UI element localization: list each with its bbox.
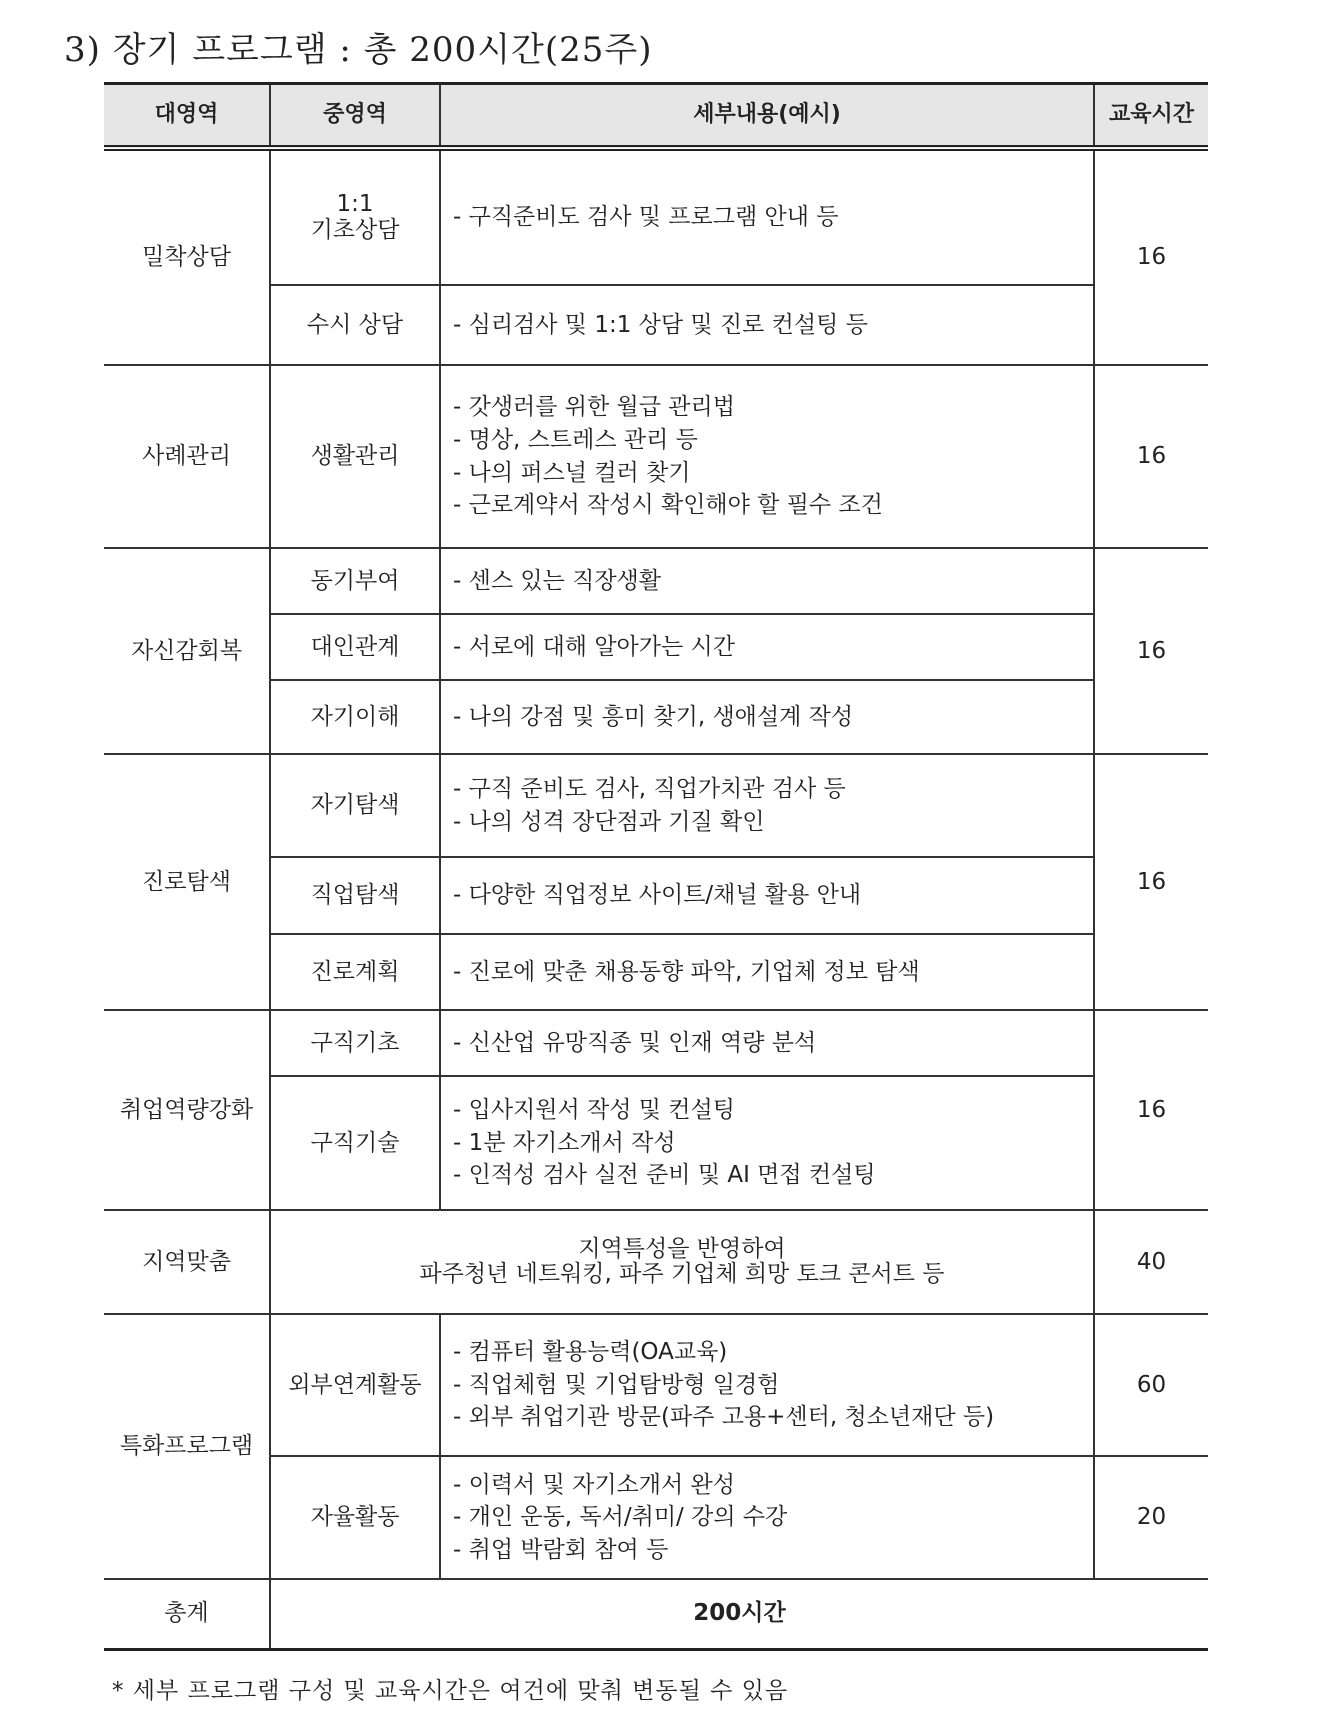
- header-detail: 세부내용(예시): [440, 84, 1094, 149]
- middle-cell: 대인관계: [270, 614, 440, 680]
- header-major: 대영역: [104, 84, 270, 149]
- table-row: [104, 548, 1208, 614]
- section-title: 3) 장기 프로그램 : 총 200시간(25주): [64, 30, 653, 70]
- middle-cell: 진로계획: [270, 934, 440, 1010]
- table-row: [104, 614, 1208, 680]
- hours-cell: 16: [1094, 1010, 1208, 1210]
- detail-cell: - 컴퓨터 활용능력(OA교육) - 직업체험 및 기업탐방형 일경험 - 외부 취업기관 방문(파주 고용+센터, 청소년재단 등): [440, 1314, 1094, 1456]
- total-row: [104, 1579, 1208, 1649]
- detail-cell: - 구직준비도 검사 및 프로그램 안내 등: [440, 148, 1094, 285]
- detail-cell: 지역특성을 반영하여 파주청년 네트워킹, 파주 기업체 희망 토크 콘서트 등: [270, 1210, 1094, 1314]
- detail-cell: - 진로에 맞춘 채용동향 파악, 기업체 정보 탐색: [440, 934, 1094, 1010]
- major-cell: 지역맞춤: [104, 1210, 270, 1314]
- detail-cell: - 입사지원서 작성 및 컨설팅 - 1분 자기소개서 작성 - 인적성 검사 실전 준비 및 AI 면접 컨설팅: [440, 1076, 1094, 1210]
- hours-cell: 60: [1094, 1314, 1208, 1456]
- table-row: [104, 1314, 1208, 1456]
- table-row: [104, 1076, 1208, 1210]
- middle-cell: 외부연계활동: [270, 1314, 440, 1456]
- footnote: * 세부 프로그램 구성 및 교육시간은 여건에 맞춰 변동될 수 있음: [112, 1678, 789, 1704]
- detail-cell: - 갓생러를 위한 월급 관리법 - 명상, 스트레스 관리 등 - 나의 퍼스널 컬러 찾기 - 근로계약서 작성시 확인해야 할 필수 조건: [440, 365, 1094, 548]
- middle-cell: 자율활동: [270, 1456, 440, 1579]
- middle-cell: 수시 상담: [270, 285, 440, 365]
- hours-cell: 16: [1094, 548, 1208, 754]
- middle-cell: 자기이해: [270, 680, 440, 754]
- total-label: 총계: [104, 1579, 270, 1649]
- table-row: [104, 148, 1208, 285]
- hours-cell: 16: [1094, 365, 1208, 548]
- middle-cell: 자기탐색: [270, 754, 440, 857]
- middle-cell: 생활관리: [270, 365, 440, 548]
- header-row: [104, 84, 1208, 149]
- middle-cell: 1:1 기초상담: [270, 148, 440, 285]
- detail-cell: - 서로에 대해 알아가는 시간: [440, 614, 1094, 680]
- header-hours: 교육시간: [1094, 84, 1208, 149]
- header-middle: 중영역: [270, 84, 440, 149]
- middle-cell: 직업탐색: [270, 857, 440, 934]
- hours-cell: 16: [1094, 754, 1208, 1010]
- table-row: [104, 934, 1208, 1010]
- table-row: [104, 754, 1208, 857]
- detail-cell: - 신산업 유망직종 및 인재 역량 분석: [440, 1010, 1094, 1076]
- detail-cell: - 구직 준비도 검사, 직업가치관 검사 등 - 나의 성격 장단점과 기질 확인: [440, 754, 1094, 857]
- hours-cell: 16: [1094, 148, 1208, 365]
- major-cell: 사례관리: [104, 365, 270, 548]
- hours-cell: 40: [1094, 1210, 1208, 1314]
- middle-cell: 구직기술: [270, 1076, 440, 1210]
- detail-cell: - 센스 있는 직장생활: [440, 548, 1094, 614]
- major-cell: 자신감회복: [104, 548, 270, 754]
- major-cell: 특화프로그램: [104, 1314, 270, 1579]
- major-cell: 밀착상담: [104, 148, 270, 365]
- table-row: [104, 365, 1208, 548]
- detail-cell: - 심리검사 및 1:1 상담 및 진로 컨설팅 등: [440, 285, 1094, 365]
- table-row: [104, 285, 1208, 365]
- major-cell: 진로탐색: [104, 754, 270, 1010]
- middle-cell: 동기부여: [270, 548, 440, 614]
- table-row: [104, 1010, 1208, 1076]
- detail-cell: - 나의 강점 및 흥미 찾기, 생애설계 작성: [440, 680, 1094, 754]
- hours-cell: 20: [1094, 1456, 1208, 1579]
- major-cell: 취업역량강화: [104, 1010, 270, 1210]
- detail-cell: - 이력서 및 자기소개서 완성 - 개인 운동, 독서/취미/ 강의 수강 - 취업 박람회 참여 등: [440, 1456, 1094, 1579]
- table-row: [104, 680, 1208, 754]
- table-row: [104, 857, 1208, 934]
- table-row: [104, 1210, 1208, 1314]
- detail-cell: - 다양한 직업정보 사이트/채널 활용 안내: [440, 857, 1094, 934]
- middle-cell: 구직기초: [270, 1010, 440, 1076]
- table-row: [104, 1456, 1208, 1579]
- program-table: [104, 82, 1208, 1651]
- total-value: 200시간: [270, 1579, 1208, 1649]
